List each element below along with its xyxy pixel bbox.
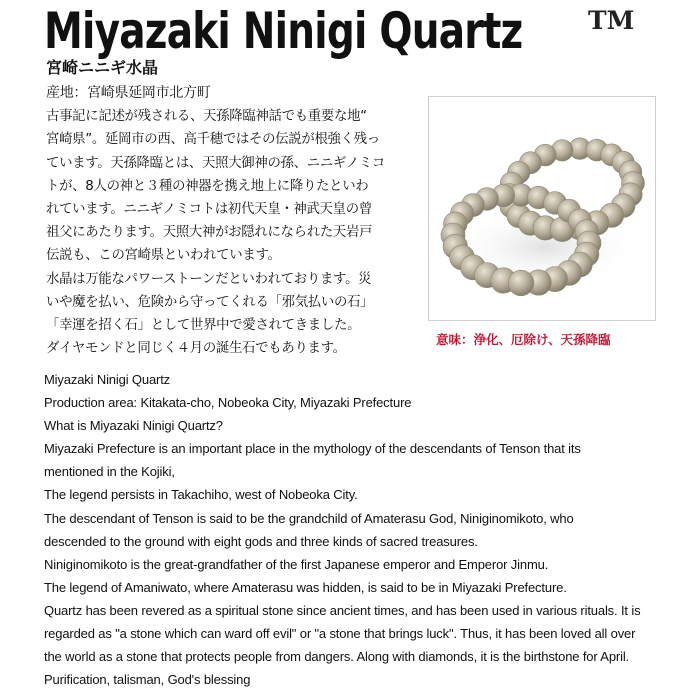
japanese-description <box>46 82 418 360</box>
japanese-line: 伝説も、この宮崎県といわれています。 <box>46 248 281 264</box>
english-line: Purification, talisman, God's blessing <box>44 672 251 688</box>
japanese-line: 宮崎県”。延岡市の西、高千穂ではその伝説が根強く残っ <box>46 132 380 148</box>
english-description <box>44 368 684 691</box>
bracelet-image <box>429 97 655 320</box>
english-line: Quartz has been revered as a spiritual stone since ancient times, and has been used in various rituals. It is <box>44 602 641 618</box>
japanese-line: れています。ニニギノミコトは初代天皇・神武天皇の曾 <box>46 202 372 218</box>
japanese-line: いや魔を払い、危険から守ってくれる「邪気払いの石」 <box>46 294 374 310</box>
english-line: Niniginomikoto is the great-grandfather of the first Japanese emperor and Emperor Jinmu. <box>44 556 549 572</box>
bracelet-photo <box>428 96 656 321</box>
japanese-line: トが、8人の神と３種の神器を携え地上に降りたといわ <box>46 178 369 194</box>
japanese-line: 祖父にあたります。天照大神がお隠れになられた天岩戸 <box>46 225 373 241</box>
japanese-line: ダイヤモンドと同じく４月の誕生石でもあります。 <box>46 341 346 357</box>
japanese-line: 水晶は万能なパワーストーンだといわれております。災 <box>46 271 372 287</box>
japanese-origin: 産地：宮崎県延岡市北方町 <box>46 85 211 101</box>
japanese-line: 「幸運を招く石」として世界中で愛されてきました。 <box>46 318 361 334</box>
japanese-title: 宮崎ニニギ水晶 <box>46 58 159 77</box>
english-line: the world as a stone that protects people from dangers. Along with diamonds, it is the birthstone for April. <box>44 649 630 665</box>
japanese-line: 古事記に記述が残される、天孫降臨神話でも重要な地“ <box>46 109 367 125</box>
japanese-line: ています。天孫降臨とは、天照大御神の孫、ニニギノミコ <box>46 155 386 171</box>
english-line: The descendant of Tenson is said to be the grandchild of Amaterasu God, Niniginomikoto, who <box>44 510 574 526</box>
english-line: regarded as "a stone which can ward off evil" or "a stone that brings luck". Thus, it has been loved all over <box>44 626 636 642</box>
english-line: Miyazaki Ninigi Quartz <box>44 372 171 387</box>
english-line: The legend of Amaniwato, where Amaterasu was hidden, is said to be in Miyazaki Prefecture. <box>44 579 567 595</box>
bead <box>508 270 534 296</box>
english-line: descended to the ground with eight gods and three kinds of sacred treasures. <box>44 533 478 549</box>
english-line: mentioned in the Kojiki, <box>44 464 175 480</box>
trademark-symbol: TM <box>588 6 635 35</box>
english-line: Miyazaki Prefecture is an important place in the mythology of the descendants of Tenson that its <box>44 441 581 457</box>
english-line: Production area: Kitakata-cho, Nobeoka City, Miyazaki Prefecture <box>44 395 412 411</box>
product-title: Miyazaki Ninigi Quartz <box>44 2 523 60</box>
meaning-caption: 意味：浄化、厄除け、天孫降臨 <box>436 332 611 347</box>
english-line: The legend persists in Takachiho, west of Nobeoka City. <box>44 487 358 503</box>
english-line: What is Miyazaki Ninigi Quartz? <box>44 418 223 434</box>
